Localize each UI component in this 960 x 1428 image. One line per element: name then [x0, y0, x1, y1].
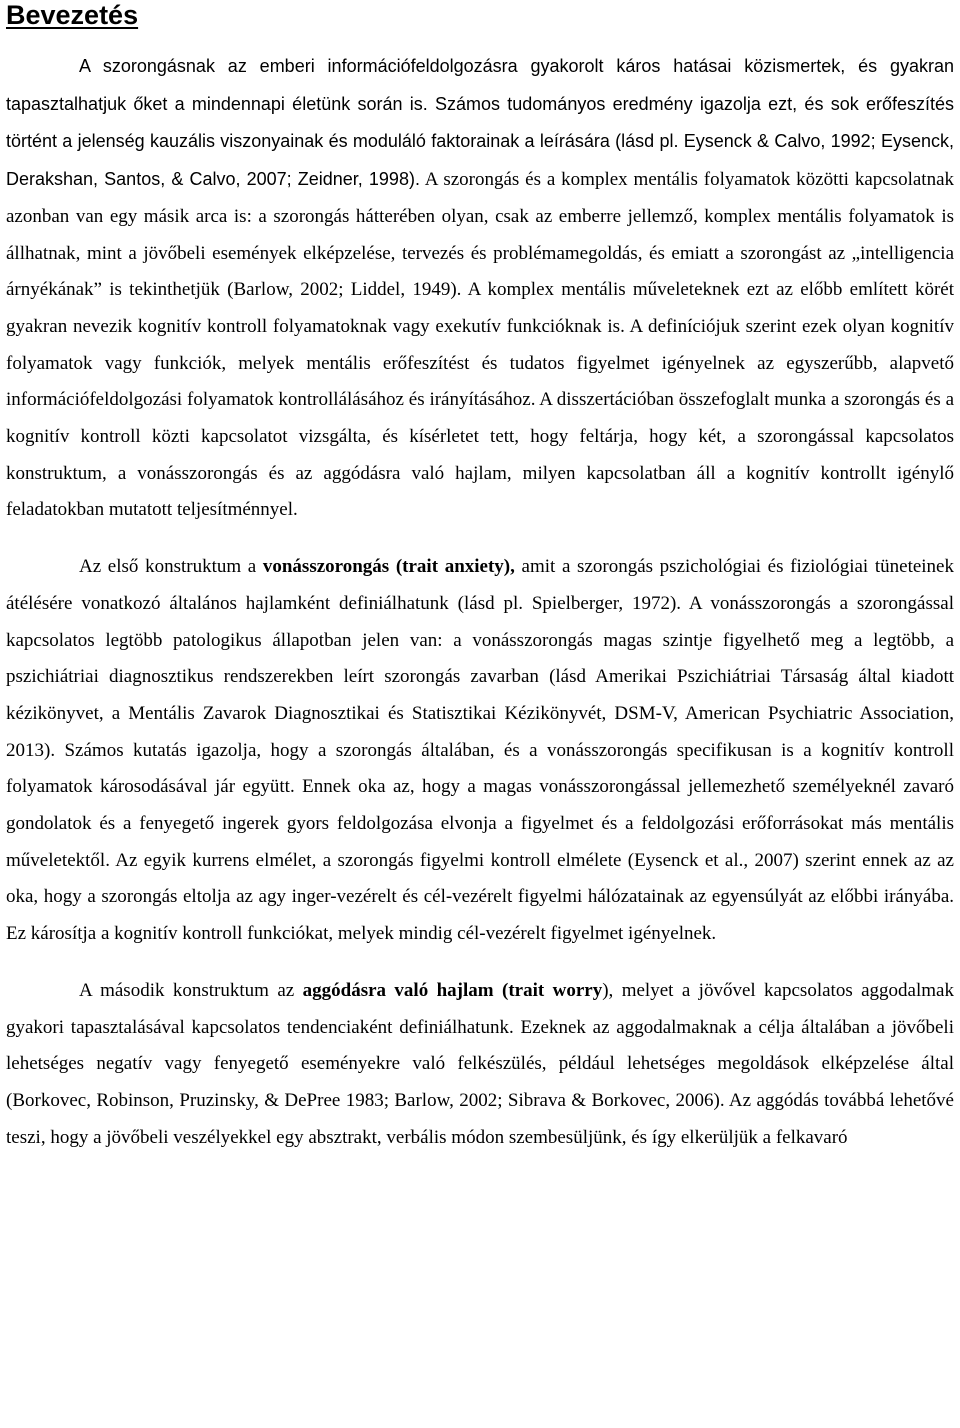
document-page	[6, 0, 954, 1156]
paragraph-trait-worry-after: ), melyet a jövővel kapcsolatos aggodalmak gyakori tapasztalásával kapcsolatos tendenciaként definiálhatunk. Ezeknek az aggodalmaknak a célja általában a jövőbeli lehetséges negatív vagy fenyegető eseményekre való felkészülés, például lehetséges megoldások elképzelése által (Borkovec, Robinson, Pruzinsky, & DePree 1983; Barlow, 2002; Sibrava & Borkovec, 2006). Az aggódás továbbá lehetővé teszi, hogy a jövőbeli veszélyekkel egy absztrakt, verbális módon szembesüljünk, és így elkerüljük a felkavaró	[6, 979, 954, 1148]
term-trait-worry: aggódásra való hajlam (trait worry	[302, 979, 603, 1001]
paragraph-trait-worry-before: A második konstruktum az	[79, 979, 303, 1001]
paragraph-trait-anxiety-after: amit a szorongás pszichológiai és fiziológiai tüneteinek átélésére vonatkozó általános hajlamként definiálhatunk (lásd pl. Spielberger, 1972). A vonásszorongás a szorongással kapcsolatos legtöbb patologikus állapotban jelen van: a vonásszorongás magas szintje figyelhető meg a legtöbb, a pszichiátriai diagnosztikus rendszerekben leírt szorongás zavarban (lásd Amerikai Pszichiátriai Társaság által kiadott kézikönyvet, a Mentális Zavarok Diagnosztikai és Statisztikai Kézikönyvét, DSM-V, American Psychiatric Association, 2013). Számos kutatás igazolja, hogy a szorongás általában, és a vonásszorongás specifikusan is a kognitív kontroll folyamatok károsodásával jár együtt. Ennek oka az, hogy a magas vonásszorongással jellemezhető személyeknél zavaró gondolatok és a fenyegető ingerek gyors feldolgozása elvonja a figyelmet és a feldolgozási erőforrásokat más mentális műveletektől. Az egyik kurrens elmélet, a szorongás figyelmi kontroll elmélete (Eysenck et al., 2007) szerint ennek az az oka, hogy a szorongás eltolja az agy inger-vezérelt és cél-vezérelt figyelmi hálózatainak az egyensúlyát az előbbi irányába. Ez károsítja a kognitív kontroll funkciókat, melyek mindig cél-vezérelt figyelmet igényelnek.	[6, 556, 954, 945]
paragraph-trait-anxiety	[6, 549, 954, 953]
term-trait-anxiety: vonásszorongás (trait anxiety),	[262, 556, 515, 578]
paragraph-intro-body: A szorongás és a komplex mentális folyamatok közötti kapcsolatnak azonban van egy másik arca is: a szorongás hátterében olyan, csak az emberre jellemző, komplex mentális folyamatok is állhatnak, mint a jövőbeli események elképzelése, tervezés és problémamegoldás, és emiatt a szorongást az „intelligencia árnyékának” is tekinthetjük (Barlow, 2002; Liddel, 1949). A komplex mentális műveleteknek ezt az előbb említett körét gyakran nevezik kognitív kontroll folyamatoknak vagy exekutív funkcióknak is. A definíciójuk szerint ezek olyan kognitív folyamatok vagy funkciók, melyek mentális erőfeszítést és tudatos figyelmet igényelnek az egyszerűbb, alapvető információfeldolgozási folyamatok kontrollálásához és irányításához. A disszertációban összefoglalt munka a szorongás és a kognitív kontroll közti kapcsolatot vizsgálta, és kísérletet tett, hogy feltárja, hogy két, a szorongással kapcsolatos konstruktum, a vonásszorongás és az aggódásra való hajlam, milyen kapcsolatban áll a kognitív kontrollt igénylő feladatokban mutatott teljesítménnyel.	[6, 169, 955, 521]
paragraph-trait-anxiety-before: Az első konstruktum a	[79, 556, 263, 578]
paragraph-trait-worry	[6, 973, 954, 1157]
section-heading: Bevezetés	[6, 0, 139, 30]
paragraph-intro	[6, 48, 954, 529]
paragraph-intro-opening: A szorongásnak az emberi információfeldolgozásra gyakorolt káros hatásai közismertek, és gyakran tapasztalhatjuk őket a mindennapi életünk során is. Számos tudományos eredmény igazolja ezt, és sok erőfeszítés történt a jelenség kauzális viszonyainak és moduláló faktorainak a leírására (lásd pl. Eysenck & Calvo, 1992; Eysenck, Derakshan, Santos, & Calvo, 2007; Zeidner, 1998).	[6, 56, 954, 190]
